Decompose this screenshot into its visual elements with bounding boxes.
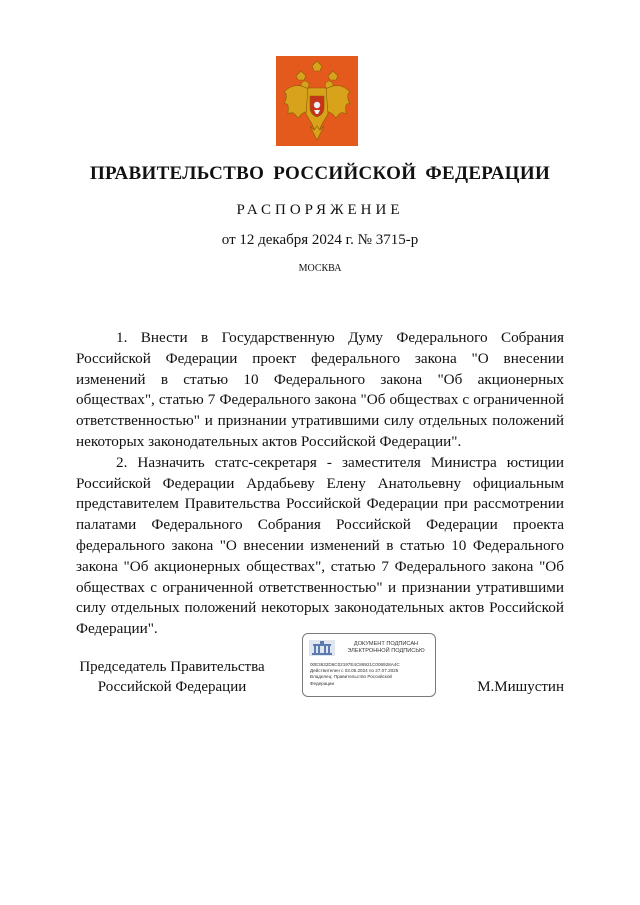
signer-position-line-1: Председатель Правительства xyxy=(79,659,265,675)
stamp-owner-line-1: Владелец: Правительство Российской xyxy=(310,674,392,680)
signer-position-line-2: Российской Федерации xyxy=(97,679,247,695)
document-city: МОСКВА xyxy=(298,263,342,274)
stamp-validity: Действителен с 03.05.2024 по 27.07.2025 xyxy=(310,668,399,674)
paragraph-1: 1. Внести в Государственную Думу Федерального Собрания Российской Федерации проект федерального закона "О внесении изменений в статью 10 Федерального закона "Об акционерных обществах", статью 7 Федерального закона "Об обществах с ограниченной ответственностью" и признании утратившими силу отдельных положений некоторых законодательных актов Российской Федерации". xyxy=(76,329,564,450)
document-type: РАСПОРЯЖЕНИЕ xyxy=(236,202,404,218)
signer-name: М.Мишустин xyxy=(477,679,564,695)
stamp-owner-line-2: Федерации xyxy=(310,680,335,686)
coat-of-arms-emblem xyxy=(276,56,358,146)
stamp-title xyxy=(341,641,435,655)
government-building-icon xyxy=(309,640,335,656)
russian-coat-of-arms-icon xyxy=(276,56,358,146)
stamp-serial: 00E3632D6C02197E4C86921C006928A4C xyxy=(310,662,400,667)
government-title: ПРАВИТЕЛЬСТВО РОССИЙСКОЙ ФЕДЕРАЦИИ xyxy=(89,163,551,184)
electronic-signature-stamp xyxy=(302,633,436,697)
stamp-header xyxy=(303,637,435,659)
paragraph-2: 2. Назначить статс-секретаря - заместителя Министра юстиции Российской Федерации Ардабьеву Елену Анатольевну официальным представителем Правительства Российской Федерации при рассмотрении палатами Федерального Собрания Российской Федерации проекта федерального закона "О внесении изменений в статью 10 Федерального закона "Об акционерных обществах", статью 7 Федерального закона "Об обществах с ограниченной ответственностью" и признании утратившими силу отдельных положений некоторых законодательных актов Российской Федерации". xyxy=(76,453,564,638)
stamp-title-line-1: ДОКУМЕНТ ПОДПИСАН xyxy=(353,641,419,647)
document-date-number: от 12 декабря 2024 г. № 3715-р xyxy=(221,232,419,248)
document-body xyxy=(76,328,564,640)
signer-position xyxy=(76,657,268,697)
stamp-title-line-2: ЭЛЕКТРОННОЙ ПОДПИСЬЮ xyxy=(347,648,425,654)
